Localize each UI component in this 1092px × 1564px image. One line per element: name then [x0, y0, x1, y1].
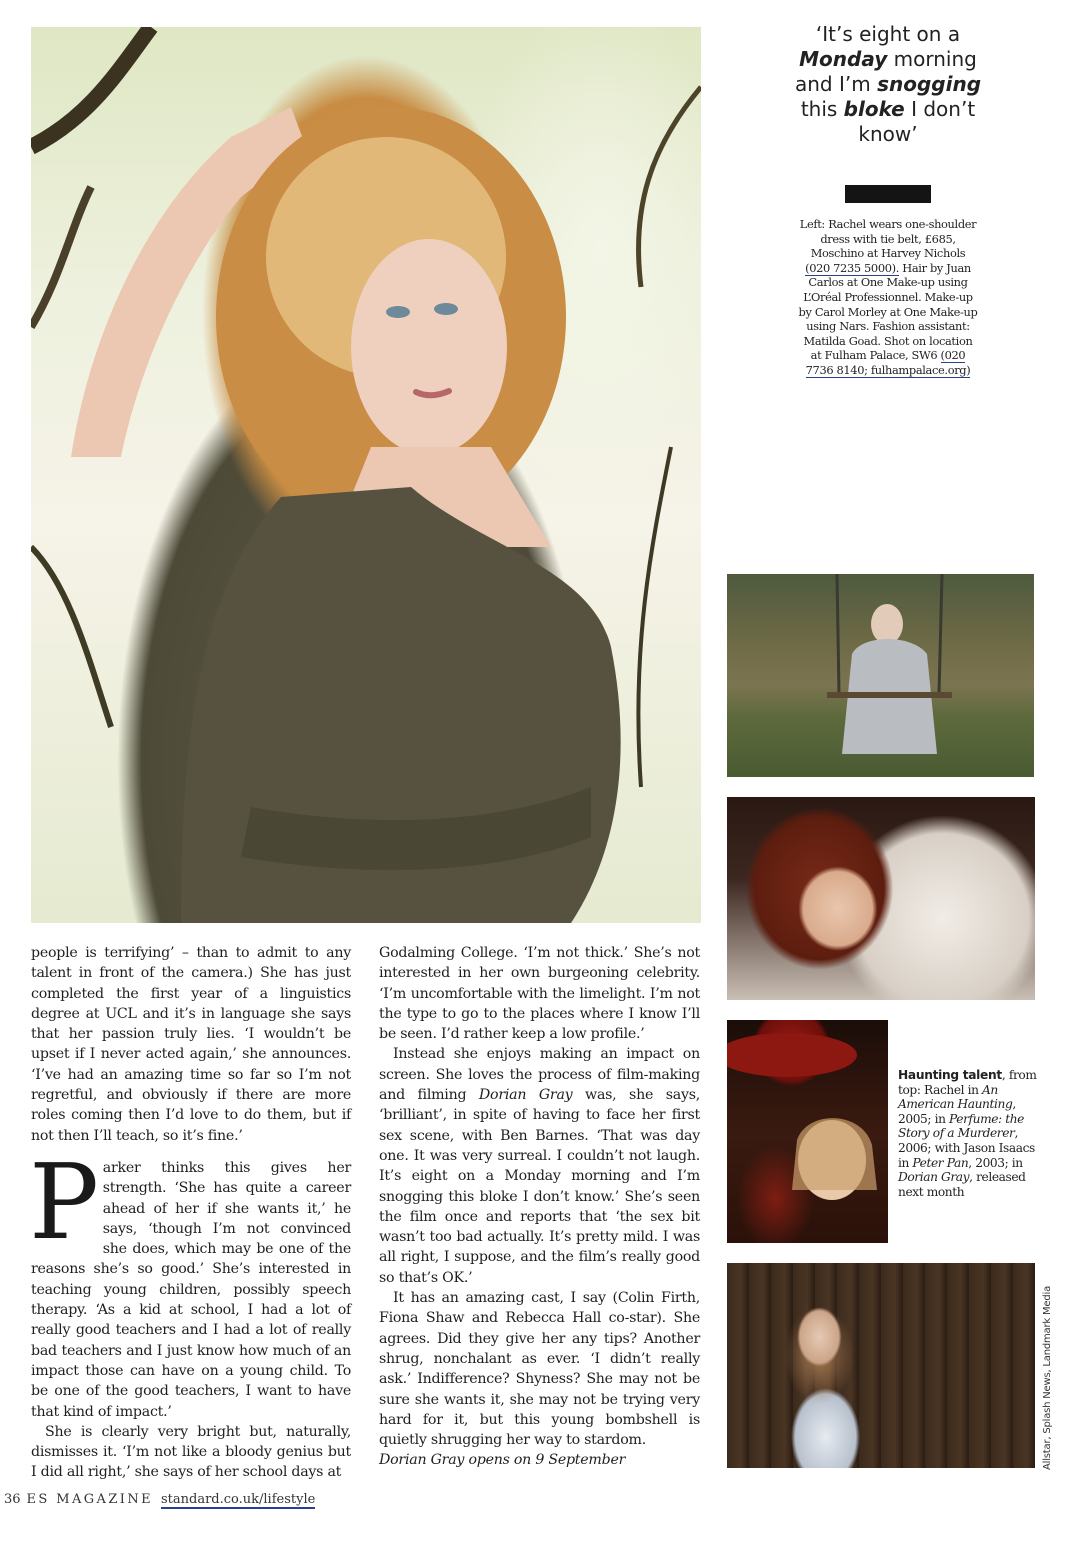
article-paragraph: Godalming College. ‘I’m not thick.’ She’s not interested in her own burgeoning celebrity. ‘I’m uncomfortable with the limelight. I’m not the type to go to the places where I know I’ll be seen. I’d rather keep a low profile.’	[379, 945, 700, 1043]
caption-fragment: , 2005; in	[898, 1097, 1016, 1126]
caption-text-2: Hair by Juan Carlos at One Make-up using L’Oréal Professionnel. Make-up by Carol Morley at One Make-up using Nars. Fashion assistant: Matilda Goad. Shot on location at Fulham Palace, SW6	[798, 260, 978, 363]
release-note: Dorian Gray opens on 9 September	[379, 1452, 626, 1469]
article-paragraph: She is clearly very bright but, naturally, dismisses it. ‘I’m not like a bloody genius but I did all right,’ she says of her school days at	[31, 1423, 351, 1481]
page-footer	[4, 1492, 315, 1507]
article-paragraph: It has an amazing cast, I say (Colin Firth, Fiona Shaw and Rebecca Hall co-star). She agrees. Did they give her any tips? Another shrug, nonchalant as ever. ‘I didn’t really ask.’ Indifference? Shyness? She may not be sure she wants it, she may not be trying very hard for it, but this young bombshell is quietly shrugging her way to stardom.	[379, 1290, 700, 1449]
photo-credit: Allstar, Splash News, Landmark Media	[1042, 1285, 1053, 1470]
page-number: 36	[4, 1492, 21, 1507]
caption-fragment: , from top: Rachel in	[898, 1068, 1037, 1097]
caption-fragment: , 2006; with Jason Isaacs in	[898, 1126, 1035, 1170]
photo-dorian-gray	[727, 1263, 1035, 1468]
caption-venue-link[interactable]: (020 7736 8140; fulhampalace.org)	[805, 348, 971, 377]
quote-emphasis: snogging	[877, 72, 982, 96]
film-title: Dorian Gray	[478, 1087, 573, 1104]
photo-perfume	[727, 797, 1035, 1000]
swing-scene-illustration	[727, 574, 1034, 777]
film-title: An American Haunting	[898, 1082, 1013, 1112]
photo-peter-pan	[727, 1020, 888, 1243]
caption-fragment: , 2003; in	[968, 1155, 1023, 1170]
article-paragraph-text: Instead she enjoys making an impact on screen. She loves the process of film-making and filming	[379, 1046, 700, 1104]
article-paragraph-text: arker thinks this gives her strength. ‘She has quite a career ahead of her if she wants it,’ he says, ‘though I’m not convinced she does, which may be one of the reasons she’s so good.’ She’s interested in teaching young children, possibly speech therapy. ‘As a kid at school, I had a lot of really good teachers and I had a lot of really bad teachers and I just know how much of an impact those can have on a young child. To be one of the good teachers, I want to have that kind of impact.’	[31, 1159, 351, 1420]
caption-fragment: , released next month	[898, 1170, 1026, 1199]
article-column-right	[379, 943, 700, 1471]
website-link[interactable]: standard.co.uk/lifestyle	[160, 1492, 316, 1507]
article-paragraph	[379, 1044, 700, 1288]
caption-text-1: Left: Rachel wears one-shoulder dress with tie belt, £685, Moschino at Harvey Nichols	[799, 217, 977, 261]
film-title: Dorian Gray	[898, 1170, 970, 1185]
film-title: Peter Pan	[912, 1155, 969, 1170]
caption-heading: Haunting talent	[898, 1068, 1002, 1082]
quote-text: this	[800, 97, 844, 121]
peter-pan-illustration	[727, 1020, 888, 1243]
photo-an-american-haunting	[727, 574, 1034, 777]
quote-emphasis: bloke	[843, 97, 905, 121]
film-stills-caption	[898, 1068, 1040, 1199]
portrait-illustration	[31, 27, 701, 923]
pull-quote	[790, 22, 986, 147]
quote-text: ‘It’s eight on a	[815, 22, 961, 46]
main-portrait-photo	[31, 27, 701, 923]
article-paragraph: people is terrifying’ – than to admit to any talent in front of the camera.) She has just completed the first year of a linguistics degree at UCL and it’s in language she says that her passion truly lies. ‘I wouldn’t be upset if I never acted again,’ she announces. ‘I’ve had an amazing time so far so I’m not regretful, and obviously if there are more roles coming then I’d love to do them, but if not then I’ll teach, so it’s fine.’	[31, 945, 351, 1144]
film-title: Perfume: the Story of a Murderer	[898, 1111, 1024, 1141]
main-photo-caption	[798, 217, 978, 378]
article-paragraph-dropcap	[29, 1140, 351, 1422]
article-column-left	[31, 943, 351, 1483]
pull-quote-rule	[845, 185, 931, 203]
quote-text: I don’t know’	[858, 97, 976, 146]
caption-phone-link[interactable]: (020 7235 5000).	[805, 260, 899, 275]
quote-emphasis: Monday	[799, 47, 888, 71]
article-paragraph-text: was, she says, ‘brilliant’, in spite of having to face her first sex scene, with Ben Barnes. ‘That was day one. It was very surreal. I couldn’t not laugh. It’s eight on a Monday morning and I’m snogging this bloke I don’t know.’ She’s seen the film once and reports that ‘the sex bit wasn’t too bad actually. It’s pretty mild. I was all right, I suppose, and the film’s really good so that’s OK.’	[379, 1087, 701, 1286]
quote-text: morning and I’m	[794, 47, 977, 96]
drop-cap: P	[29, 1140, 99, 1263]
magazine-name: ES MAGAZINE	[26, 1492, 153, 1507]
